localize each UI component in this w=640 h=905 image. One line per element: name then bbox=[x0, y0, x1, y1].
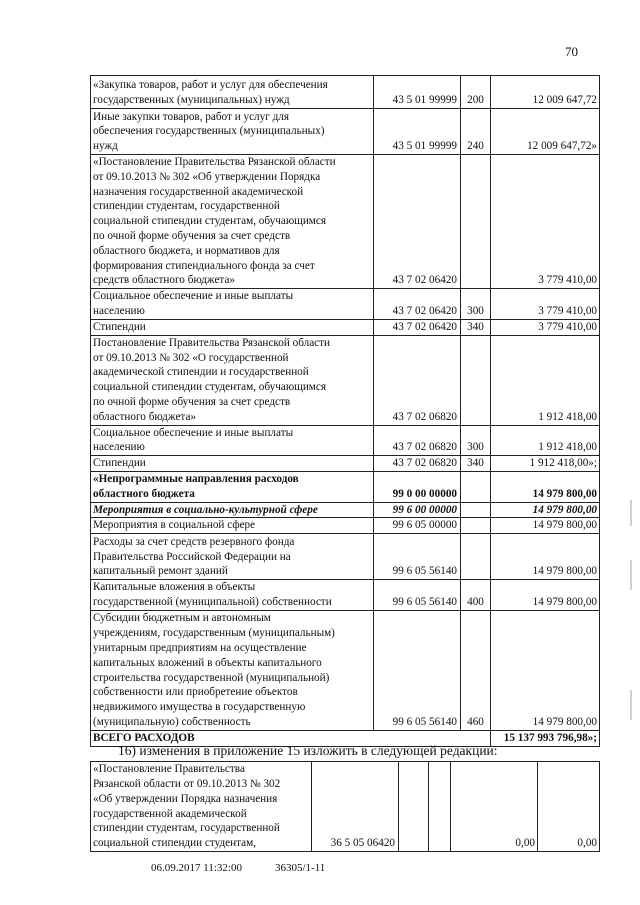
row-name: Мероприятия в социально-культурной сфере bbox=[91, 502, 374, 518]
total-amount: 15 137 993 796,98»; bbox=[491, 730, 600, 746]
row-vr: 460 bbox=[461, 610, 491, 730]
table-row bbox=[91, 471, 600, 502]
row-name: Субсидии бюджетным и автономным учреждениям, государственным (муниципальным) унитарным предприятиям на осуществление капитальных вложений в объекты капитального строительства государственной (муниципальной) собственности или приобретение объектов недвижимого имущества в государственную (муниципальную) собственность bbox=[91, 610, 374, 730]
table-row bbox=[91, 335, 600, 425]
row-vr: 340 bbox=[461, 319, 491, 335]
row-code: 99 6 00 00000 bbox=[374, 502, 461, 518]
row-code: 43 5 01 99999 bbox=[374, 76, 461, 109]
table-row bbox=[91, 580, 600, 611]
footer-datetime: 06.09.2017 11:32:00 bbox=[151, 862, 242, 874]
row-amount: 14 979 800,00 bbox=[491, 580, 600, 611]
footer-doc-number: 36305/1-11 bbox=[275, 862, 326, 874]
row-vr bbox=[461, 155, 491, 289]
row-amount-1: 0,00 bbox=[451, 762, 538, 852]
table-row bbox=[91, 456, 600, 472]
row-code: 99 0 00 00000 bbox=[374, 471, 461, 502]
row-amount: 14 979 800,00 bbox=[491, 518, 600, 534]
row-name: «Непрограммные направления расходов областного бюджета bbox=[91, 471, 374, 502]
row-name: Капитальные вложения в объекты государственной (муниципальной) собственности bbox=[91, 580, 374, 611]
table-row bbox=[91, 109, 600, 155]
row-vr: 340 bbox=[461, 456, 491, 472]
row-code: 43 7 02 06820 bbox=[374, 335, 461, 425]
row-vr: 240 bbox=[461, 109, 491, 155]
row-code: 43 7 02 06420 bbox=[374, 155, 461, 289]
row-code: 99 6 05 56140 bbox=[374, 610, 461, 730]
margin-mark bbox=[630, 500, 632, 526]
table-row bbox=[91, 76, 600, 109]
row-amount: 3 779 410,00 bbox=[491, 319, 600, 335]
row-amount: 1 912 418,00 bbox=[491, 335, 600, 425]
row-amount: 12 009 647,72» bbox=[491, 109, 600, 155]
row-name: «Закупка товаров, работ и услуг для обеспечения государственных (муниципальных) нужд bbox=[91, 76, 374, 109]
row-vr: 300 bbox=[461, 425, 491, 456]
row-name: Стипендии bbox=[91, 319, 374, 335]
appendix-15-table bbox=[90, 761, 600, 852]
row-code: 99 6 05 56140 bbox=[374, 580, 461, 611]
table-row bbox=[91, 289, 600, 320]
row-name: Социальное обеспечение и иные выплаты населению bbox=[91, 289, 374, 320]
row-vr bbox=[461, 471, 491, 502]
row-amount: 12 009 647,72 bbox=[491, 76, 600, 109]
row-name: Мероприятия в социальной сфере bbox=[91, 518, 374, 534]
row-amount: 14 979 800,00 bbox=[491, 502, 600, 518]
row-code: 43 7 02 06820 bbox=[374, 456, 461, 472]
row-name: Расходы за счет средств резервного фонда Правительства Российской Федерации на капитальный ремонт зданий bbox=[91, 534, 374, 580]
row-name: Социальное обеспечение и иные выплаты населению bbox=[91, 425, 374, 456]
row-vr: 400 bbox=[461, 580, 491, 611]
table-row bbox=[91, 762, 600, 852]
row-amount: 1 912 418,00 bbox=[491, 425, 600, 456]
row-vr bbox=[461, 534, 491, 580]
row-amount: 14 979 800,00 bbox=[491, 534, 600, 580]
row-code: 43 5 01 99999 bbox=[374, 109, 461, 155]
row-code: 43 7 02 06420 bbox=[374, 289, 461, 320]
row-vr bbox=[461, 502, 491, 518]
row-empty-cell bbox=[399, 762, 429, 852]
margin-mark bbox=[630, 690, 632, 720]
row-code: 43 7 02 06820 bbox=[374, 425, 461, 456]
table-row bbox=[91, 319, 600, 335]
table-row bbox=[91, 518, 600, 534]
row-code: 43 7 02 06420 bbox=[374, 319, 461, 335]
row-vr bbox=[461, 518, 491, 534]
row-amount: 14 979 800,00 bbox=[491, 471, 600, 502]
table-row bbox=[91, 610, 600, 730]
row-code: 36 5 05 06420 bbox=[312, 762, 399, 852]
row-amount: 3 779 410,00 bbox=[491, 155, 600, 289]
row-amount-2: 0,00 bbox=[538, 762, 600, 852]
row-amount: 3 779 410,00 bbox=[491, 289, 600, 320]
table-row bbox=[91, 425, 600, 456]
row-vr: 200 bbox=[461, 76, 491, 109]
section-heading: 16) изменения в приложение 15 изложить в следующей редакции: bbox=[118, 743, 498, 758]
total-label: ВСЕГО РАСХОДОВ bbox=[91, 730, 491, 746]
row-name: Стипендии bbox=[91, 456, 374, 472]
row-empty-cell bbox=[429, 762, 451, 852]
table-row bbox=[91, 502, 600, 518]
row-vr: 300 bbox=[461, 289, 491, 320]
table-row bbox=[91, 534, 600, 580]
expenditure-table bbox=[90, 75, 600, 747]
row-name: «Постановление Правительства Рязанской области от 09.10.2013 № 302 «Об утверждении Порядка назначения государственной академической стипендии студентам, государственной социальной стипендии студентам, bbox=[91, 762, 312, 852]
table-row bbox=[91, 155, 600, 289]
row-vr bbox=[461, 335, 491, 425]
row-name: Постановление Правительства Рязанской области от 09.10.2013 № 302 «О государственной академической стипендии и государственной социальной стипендии студентам, обучающимся по очной форме обучения за счет средств областного бюджета» bbox=[91, 335, 374, 425]
row-amount: 14 979 800,00 bbox=[491, 610, 600, 730]
margin-mark bbox=[630, 560, 632, 590]
row-name: Иные закупки товаров, работ и услуг для обеспечения государственных (муниципальных) нужд bbox=[91, 109, 374, 155]
row-code: 99 6 05 56140 bbox=[374, 534, 461, 580]
row-amount: 1 912 418,00»; bbox=[491, 456, 600, 472]
page-number: 70 bbox=[565, 44, 578, 59]
row-name: «Постановление Правительства Рязанской области от 09.10.2013 № 302 «Об утверждении Порядка назначения государственной академической стипендии студентам, государственной социальной стипендии студентам, обучающимся по очной форме обучения за счет средств областного бюджета, и нормативов для формирования стипендиального фонда за счет средств областного бюджета» bbox=[91, 155, 374, 289]
row-code: 99 6 05 00000 bbox=[374, 518, 461, 534]
